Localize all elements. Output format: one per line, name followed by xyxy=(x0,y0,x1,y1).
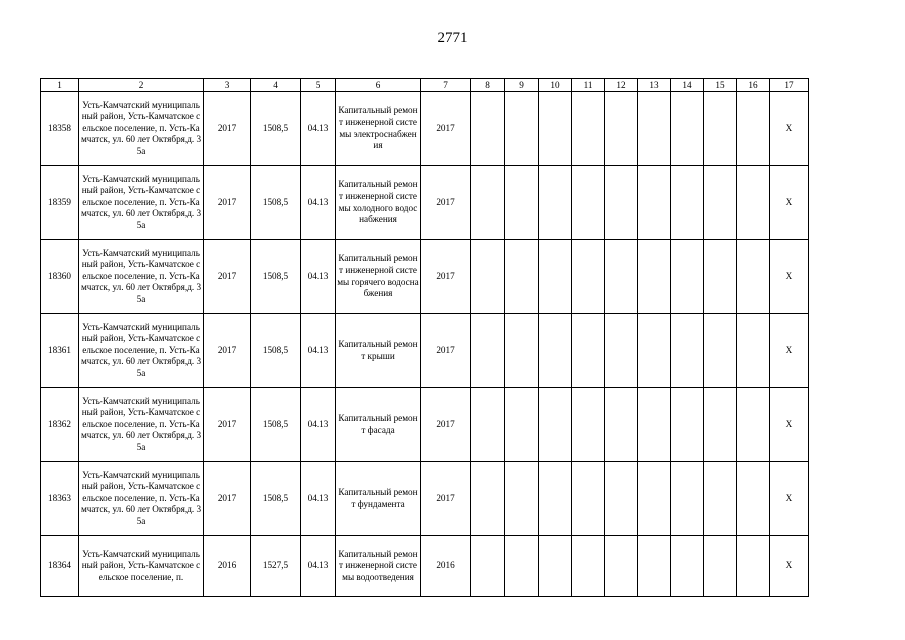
row-code: 04.13 xyxy=(301,388,336,462)
row-area: 1527,5 xyxy=(251,536,301,597)
empty-cell xyxy=(572,166,605,240)
table-row xyxy=(41,314,809,388)
table-row xyxy=(41,462,809,536)
empty-cell xyxy=(605,536,638,597)
empty-cell xyxy=(638,240,671,314)
row-year: 2016 xyxy=(204,536,251,597)
row-area: 1508,5 xyxy=(251,92,301,166)
empty-cell xyxy=(505,314,539,388)
empty-cell xyxy=(605,166,638,240)
row-id: 18360 xyxy=(41,240,79,314)
register-table xyxy=(40,78,809,597)
row-year: 2017 xyxy=(204,388,251,462)
row-id: 18363 xyxy=(41,462,79,536)
row-address: Усть-Камчатский муниципальный район, Усть-Камчатское сельское поселение, п. Усть-Камчатск, ул. 60 лет Октября,д. 35а xyxy=(79,166,204,240)
empty-cell xyxy=(671,240,704,314)
empty-cell xyxy=(704,462,737,536)
column-header: 2 xyxy=(79,79,204,92)
row-year: 2017 xyxy=(204,462,251,536)
row-work-type: Капитальный ремонт крыши xyxy=(336,314,421,388)
column-header: 4 xyxy=(251,79,301,92)
empty-cell xyxy=(539,388,572,462)
empty-cell xyxy=(704,388,737,462)
row-code: 04.13 xyxy=(301,166,336,240)
table-row xyxy=(41,536,809,597)
row-year: 2017 xyxy=(204,166,251,240)
row-address: Усть-Камчатский муниципальный район, Усть-Камчатское сельское поселение, п. Усть-Камчатск, ул. 60 лет Октября,д. 35а xyxy=(79,92,204,166)
column-header: 12 xyxy=(605,79,638,92)
empty-cell xyxy=(737,388,770,462)
empty-cell xyxy=(539,166,572,240)
column-header: 8 xyxy=(471,79,505,92)
row-mark: Х xyxy=(770,166,809,240)
row-year: 2017 xyxy=(204,92,251,166)
row-work-type: Капитальный ремонт фасада xyxy=(336,388,421,462)
empty-cell xyxy=(539,240,572,314)
table-row xyxy=(41,92,809,166)
row-id: 18358 xyxy=(41,92,79,166)
column-header: 11 xyxy=(572,79,605,92)
row-work-type: Капитальный ремонт инженерной системы водоотведения xyxy=(336,536,421,597)
row-code: 04.13 xyxy=(301,314,336,388)
empty-cell xyxy=(471,388,505,462)
empty-cell xyxy=(605,240,638,314)
row-area: 1508,5 xyxy=(251,388,301,462)
row-id: 18362 xyxy=(41,388,79,462)
page-number: 2771 xyxy=(437,30,468,46)
empty-cell xyxy=(704,314,737,388)
empty-cell xyxy=(539,462,572,536)
row-year-2: 2017 xyxy=(421,388,471,462)
row-year-2: 2016 xyxy=(421,536,471,597)
empty-cell xyxy=(539,314,572,388)
column-header: 15 xyxy=(704,79,737,92)
row-mark: Х xyxy=(770,92,809,166)
empty-cell xyxy=(704,166,737,240)
empty-cell xyxy=(605,314,638,388)
empty-cell xyxy=(704,240,737,314)
row-year-2: 2017 xyxy=(421,92,471,166)
empty-cell xyxy=(737,462,770,536)
empty-cell xyxy=(572,462,605,536)
column-header: 3 xyxy=(204,79,251,92)
column-header: 6 xyxy=(336,79,421,92)
row-address: Усть-Камчатский муниципальный район, Усть-Камчатское сельское поселение, п. Усть-Камчатск, ул. 60 лет Октября,д. 35а xyxy=(79,240,204,314)
column-header: 17 xyxy=(770,79,809,92)
row-work-type: Капитальный ремонт инженерной системы горячего водоснабжения xyxy=(336,240,421,314)
empty-cell xyxy=(638,462,671,536)
row-code: 04.13 xyxy=(301,462,336,536)
row-year-2: 2017 xyxy=(421,462,471,536)
row-mark: Х xyxy=(770,536,809,597)
column-header: 7 xyxy=(421,79,471,92)
empty-cell xyxy=(572,240,605,314)
row-work-type: Капитальный ремонт фундамента xyxy=(336,462,421,536)
table-body xyxy=(41,79,809,597)
row-year-2: 2017 xyxy=(421,240,471,314)
empty-cell xyxy=(505,388,539,462)
empty-cell xyxy=(671,462,704,536)
empty-cell xyxy=(471,536,505,597)
empty-cell xyxy=(671,92,704,166)
empty-cell xyxy=(638,92,671,166)
row-year: 2017 xyxy=(204,314,251,388)
empty-cell xyxy=(471,314,505,388)
table-row xyxy=(41,388,809,462)
row-work-type: Капитальный ремонт инженерной системы электроснабжен ия xyxy=(336,92,421,166)
empty-cell xyxy=(505,536,539,597)
empty-cell xyxy=(704,536,737,597)
empty-cell xyxy=(737,166,770,240)
row-area: 1508,5 xyxy=(251,314,301,388)
column-header: 10 xyxy=(539,79,572,92)
empty-cell xyxy=(471,92,505,166)
row-work-type: Капитальный ремонт инженерной системы холодного водоснабжения xyxy=(336,166,421,240)
row-code: 04.13 xyxy=(301,536,336,597)
row-id: 18359 xyxy=(41,166,79,240)
row-area: 1508,5 xyxy=(251,240,301,314)
empty-cell xyxy=(471,240,505,314)
empty-cell xyxy=(539,92,572,166)
empty-cell xyxy=(704,92,737,166)
empty-cell xyxy=(671,314,704,388)
empty-cell xyxy=(471,166,505,240)
row-mark: Х xyxy=(770,388,809,462)
row-area: 1508,5 xyxy=(251,166,301,240)
empty-cell xyxy=(505,92,539,166)
empty-cell xyxy=(737,240,770,314)
row-code: 04.13 xyxy=(301,92,336,166)
empty-cell xyxy=(505,462,539,536)
empty-cell xyxy=(638,536,671,597)
column-number-row xyxy=(41,79,809,92)
row-year-2: 2017 xyxy=(421,314,471,388)
row-address: Усть-Камчатский муниципальный район, Усть-Камчатское сельское поселение, п. Усть-Камчатск, ул. 60 лет Октября,д. 35а xyxy=(79,314,204,388)
empty-cell xyxy=(505,240,539,314)
column-header: 14 xyxy=(671,79,704,92)
empty-cell xyxy=(671,166,704,240)
empty-cell xyxy=(471,462,505,536)
row-mark: Х xyxy=(770,240,809,314)
row-address: Усть-Камчатский муниципальный район, Усть-Камчатское сельское поселение, п. xyxy=(79,536,204,597)
empty-cell xyxy=(572,314,605,388)
table-row xyxy=(41,240,809,314)
column-header: 16 xyxy=(737,79,770,92)
column-header: 1 xyxy=(41,79,79,92)
row-id: 18361 xyxy=(41,314,79,388)
empty-cell xyxy=(737,92,770,166)
row-address: Усть-Камчатский муниципальный район, Усть-Камчатское сельское поселение, п. Усть-Камчатск, ул. 60 лет Октября,д. 35а xyxy=(79,388,204,462)
empty-cell xyxy=(638,314,671,388)
empty-cell xyxy=(605,388,638,462)
column-header: 9 xyxy=(505,79,539,92)
row-mark: Х xyxy=(770,314,809,388)
row-code: 04.13 xyxy=(301,240,336,314)
empty-cell xyxy=(572,92,605,166)
empty-cell xyxy=(638,388,671,462)
empty-cell xyxy=(671,536,704,597)
column-header: 13 xyxy=(638,79,671,92)
empty-cell xyxy=(671,388,704,462)
row-year-2: 2017 xyxy=(421,166,471,240)
empty-cell xyxy=(737,314,770,388)
table-row xyxy=(41,166,809,240)
empty-cell xyxy=(572,536,605,597)
empty-cell xyxy=(638,166,671,240)
column-header: 5 xyxy=(301,79,336,92)
empty-cell xyxy=(505,166,539,240)
empty-cell xyxy=(737,536,770,597)
empty-cell xyxy=(572,388,605,462)
empty-cell xyxy=(605,92,638,166)
empty-cell xyxy=(605,462,638,536)
row-year: 2017 xyxy=(204,240,251,314)
row-mark: Х xyxy=(770,462,809,536)
row-address: Усть-Камчатский муниципальный район, Усть-Камчатское сельское поселение, п. Усть-Камчатск, ул. 60 лет Октября,д. 35а xyxy=(79,462,204,536)
empty-cell xyxy=(539,536,572,597)
row-area: 1508,5 xyxy=(251,462,301,536)
row-id: 18364 xyxy=(41,536,79,597)
